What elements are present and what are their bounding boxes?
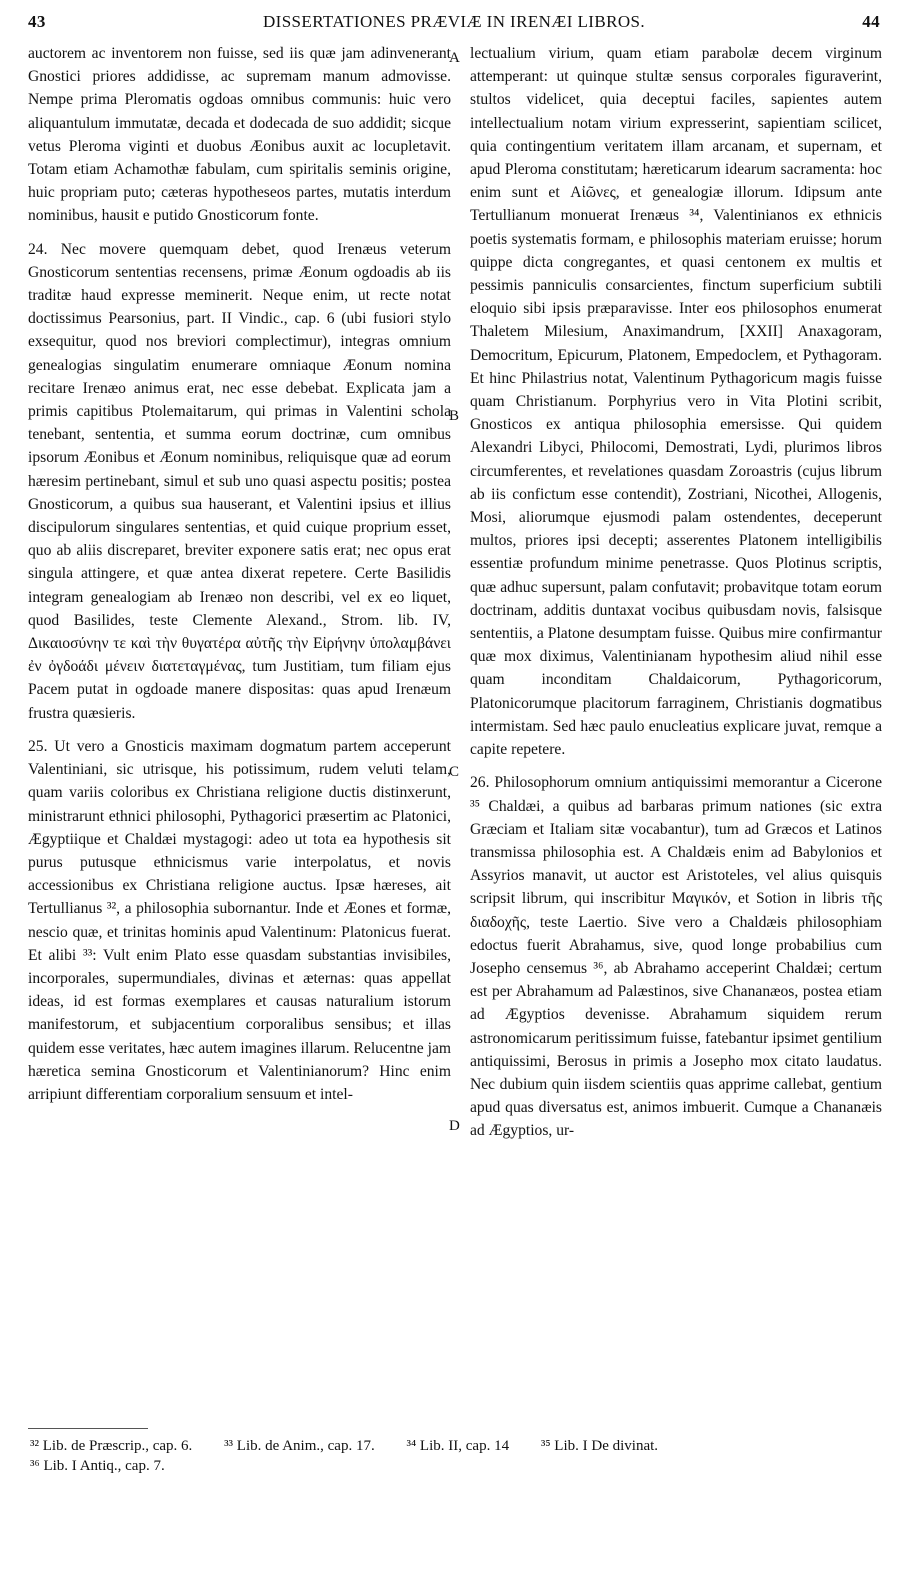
footnote-32: ³² Lib. de Præscrip., cap. 6.: [30, 1438, 193, 1454]
footnote-36: ³⁶ Lib. I Antiq., cap. 7.: [30, 1458, 165, 1474]
right-column: [470, 42, 882, 1143]
page-number-left: 43: [28, 12, 46, 31]
paragraph-continuation: auctorem ac inventorem non fuisse, sed iis quæ jam adinvenerant Gnostici priores addidisse, ac supremam manum admovisse. Nempe prima Pleromatis ogdoas omnibus communis: huic vero aliquantulum immutatæ, decada et dodecada de suo addidit; sicque vetus Pleroma viginti et duobus Æonibus auxit ac locupletavit. Totam etiam Achamothæ fabulam, cum spiritalis seminis origine, huic propriam puto; cæteras hypotheseos partes, mutatis interdum nominibus, hausit e putido Gnosticorum fonte.: [28, 45, 451, 225]
footnote-line-2: [30, 1456, 890, 1476]
footnote-35: ³⁵ Lib. I De divinat.: [540, 1438, 659, 1454]
footnote-line-1: [30, 1436, 890, 1456]
footnote-33: ³³ Lib. de Anim., cap. 17.: [224, 1438, 375, 1454]
paragraph-continuation-right: lectualium virium, quam etiam parabolæ decem virginum attemperant: ut quinque stultæ sensus corporales figuraverint, stultos videlicet, quia deceptui faciles, sapientes autem intellectualium notam virium expresserint, sapientiam scilicet, quia contingentium veritatem illam arcanam, et supernam, et apud Pleroma constitutam; hæreticarum idearum sacramenta: hoc enim sunt et Αἰῶνες, et genealogiæ illorum. Idipsum ante Tertullianum monuerat Irenæus ³⁴, Valentinianos ex ethnicis poetis systematis formam, e philosophis materiam eruisse; horum quippe dicta congregantes, et quasi centonem ex multis et pessimis panniculis consarcientes, finctum superficium subtili eloquio sibi ipsis præparavisse. Inter eos philosophos enumerat Thaletem Milesium, Anaximandrum, [XXII] Anaxagoram, Democritum, Epicurum, Platonem, Empedoclem, et Pythagoram. Et hinc Philastrius notat, Valentinum Pythagoricum magis fuisse quam Christianum. Porphyrius vero in Vita Plotini scribit, Gnosticos ex antiqua philosophia emersisse. Qui quidem Alexandri Libyci, Philocomi, Demostrati, Lydi, plurimos libros circumferentes, et revelationes quasdam Zoroastris (cujus librum ab iis confictum esse contendit), Zostriani, Nicothei, Allogenis, Mosi, aliorumque ejusmodi palam ostendentes, deceperunt multos, priores ipsi decepti; asserentes Platonem intelligibilis essentiæ profundum minime penetrasse. Quos Plotinus scriptis, quæ adhuc supersunt, palam confutavit; probavitque totam eorum doctrinam, additis duntaxat vocibus quibusdam novis, falsisque sententiis, a Platone desumptam fuisse. Quibus mire confirmantur quæ mox diximus, Valentinianam hypothesim aliud nihil esse quam inconditam Chaldaicorum, Pythagoricorum, Platonicorumque placitorum farraginem, Christianis dogmatibus intermistam. Sed hæc paulo enucleatius explicare juvat, remque a capite repetere.: [470, 45, 882, 759]
footnotes: [30, 1436, 890, 1476]
page-number-right: 44: [862, 12, 880, 31]
margin-letter-b: B: [449, 408, 460, 424]
running-title: DISSERTATIONES PRÆVIÆ IN IRENÆI LIBROS.: [262, 12, 646, 31]
margin-letter-d: D: [449, 1118, 460, 1134]
paragraph-26: 26. Philosophorum omnium antiquissimi memorantur a Cicerone ³⁵ Chaldæi, a quibus ad barbaras primum nationes (sic extra Græciam et Italiam sitæ vocabantur), tum ad Græcos et Latinos transmissa philosophia est. A Chaldæis enim ad Babylonios et Assyrios manavit, ut auctor est Aristoteles, vel alius quisquis scripsit librum, qui inscribitur Μαγικόν, et Sotion in libris τῆς διαδοχῆς, teste Laertio. Sive vero a Chaldæis philosophiam edoctus fuerit Abrahamus, sive, quod longe probabilius cum Josepho censemus ³⁶, ab Abrahamo acceperint Chaldæi; certum est per Abrahamum ad Palæstinos, sive Chananæos, postea etiam ad Ægyptios devenisse. Abrahamum siquidem rerum astronomicarum peritissimum fuisse, fatebantur ipsimet gentilium antiquissimi, Berosus in primis a Josepho mox citato laudatus. Nec dubium quin iisdem scientiis quas apprime callebat, gentium apud quas diversatus est, animos imbuerit. Cumque a Chananæis ad Ægyptios, ur-: [470, 774, 882, 1140]
page-header: [28, 12, 880, 38]
margin-letter-a: A: [449, 50, 460, 66]
footnote-rule: [28, 1428, 148, 1429]
paragraph-25: 25. Ut vero a Gnosticis maximam dogmatum partem acceperunt Valentiniani, sic utrisque, his potissimum, rudem veluti telam, quam variis coloribus ex Christiana religione ductis distinxerunt, ministrarunt ethnici philosophi, Pythagorici præsertim ac Platonici, Ægyptiique et Chaldæi mystagogi: adeo ut tota ea hypothesis sit purus putusque ethnicismus varie interpolatus, et novis accessionibus ex Christiana religione auctus. Ipsæ hæreses, ait Tertullianus ³², a philosophia subornantur. Inde et Æones et formæ, nescio quæ, et trinitas hominis apud Valentinum: Platonicus fuerat. Et alibi ³³: Vult enim Plato esse quasdam substantias invisibiles, incorporales, supermundiales, divinas et æternas: quas appellat ideas, id est formas exemplares et causas naturalium istorum manifestorum, et subjacentium corporalibus sensibus; et illas quidem esse veritates, hæc autem imagines illarum. Relucentne jam hæretica semina Gnosticorum et Valentinianorum? Hinc enim arripiunt differentiam corporalium sensuum et intel-: [28, 737, 451, 1103]
left-column: [28, 42, 451, 1106]
footnote-34: ³⁴ Lib. II, cap. 14: [406, 1438, 510, 1454]
paragraph-24: 24. Nec movere quemquam debet, quod Irenæus veterum Gnosticorum sententias recensens, primæ Æonum ogdoadis ab iis traditæ haud expresse meminerit. Neque enim, ut recte notat doctissimus Pearsonius, part. II Vindic., cap. 6 (ubi fusiori stylo exsequitur, quod nos breviori complectimur), integras omnium genealogias singulatim enumerare omniaque Æonum nomina recitare Irenæo animus erat, nec esse debebat. Explicata jam a primis capitibus Ptolemaitarum, qui primas in Valentini schola tenebant, sententia, et summa eorum doctrinæ, cum omnibus ipsorum Æonibus et Æonum nominibus, reliquisque quæ ad eorum hæresim pertinebant, simul et sub uno quasi aspectu positis; postea Gnosticorum, a quibus sua hauserant, et Valentini ipsius et illius discipulorum singulares sententias, et quid cuique proprium esset, quo ab aliis discreparet, breviter exponere satis erat; nec opus erat singula attingere, et quæ antea dixerat repetere. Certe Basilidis integram genealogiam ab Irenæo non describi, vel ex eo liquet, quod Basilides, teste Clemente Alexand., Strom. lib. IV, Δικαιοσύνην τε καὶ τὴν θυγατέρα αὐτῆς τὴν Εἰρήνην ὑπολαμβάνει ἐν ὀγδοάδι μένειν διατεταγμένας, tum Justitiam, tum filiam ejus Pacem putat in ogdoade manere dispositas: quas apud Irenæum frustra quæsieris.: [28, 240, 451, 722]
margin-letter-c: C: [449, 764, 460, 780]
